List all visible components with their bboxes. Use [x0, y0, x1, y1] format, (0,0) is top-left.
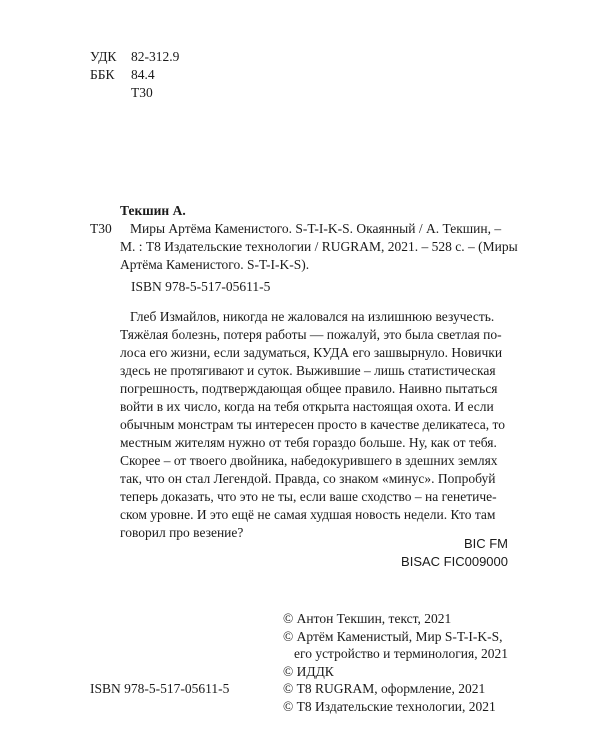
copyright-line: © Т8 Издательские технологии, 2021	[283, 698, 496, 714]
copyright-line: © Антон Текшин, текст, 2021	[283, 611, 452, 626]
annotation-line: Скорее – от твоего двойника, набедокурившего в здешних землях	[120, 453, 498, 468]
annotation-line: лоса его жизни, если задуматься, КУДА его зашвырнуло. Новички	[120, 345, 503, 360]
bisac-code: BISAC FIC009000	[401, 554, 508, 569]
bbk-value: 84.4	[131, 67, 155, 82]
annotation-line: местным жителям нужно от тебя гораздо больше. Ну, как от тебя.	[120, 435, 497, 450]
annotation-line: обычным монстрам ты интересен просто в качестве деликатеса, то	[120, 417, 505, 432]
copyright-block	[283, 610, 508, 715]
udk-value: 82-312.9	[131, 49, 180, 64]
bic-code: BIC FM	[463, 536, 508, 551]
annotation-line: Глеб Измайлов, никогда не жаловался на излишнюю везучесть.	[130, 309, 495, 324]
annotation-line: теперь доказать, что это не ты, если ваше сходство – на генетиче-	[120, 489, 497, 504]
annotation-line: погрешность, подтверждающая общее правило. Наивно пытаться	[120, 381, 498, 396]
bib-line: Миры Артёма Каменистого. S-T-I-K-S. Окаянный / А. Текшин, –	[130, 221, 502, 236]
annotation	[120, 308, 505, 542]
annotation-line: так, что он стал Легендой. Правда, со знаком «минус». Попробуй	[120, 471, 496, 486]
bib-line: Артёма Каменистого. S-T-I-K-S).	[120, 257, 310, 272]
copyright-line: © Артём Каменистый, Мир S-T-I-K-S,	[283, 628, 503, 644]
annotation-line: войти в их число, когда на тебя открыта настоящая охота. И если	[120, 399, 494, 414]
subject-codes	[401, 535, 508, 571]
bbk-label: ББК	[90, 67, 115, 82]
copyright-line: его устройство и терминология, 2021	[294, 646, 508, 661]
author-sign: Т30	[131, 85, 153, 100]
isbn-bottom: ISBN 978-5-517-05611-5	[90, 681, 230, 696]
bib-line: М. : Т8 Издательские технологии / RUGRAM, 2021. – 528 с. – (Миры	[120, 239, 518, 254]
bib-description	[120, 220, 520, 274]
bib-isbn: ISBN 978-5-517-05611-5	[131, 279, 271, 294]
bib-author: Текшин А.	[120, 203, 186, 218]
annotation-line: Тяжёлая болезнь, потеря работы — пожалуй, это была светлая по-	[120, 327, 502, 342]
annotation-line: говорил про везение?	[120, 525, 244, 540]
annotation-line: ском уровне. И это ещё не самая худшая новость недели. Кто там	[120, 507, 496, 522]
copyright-line: © Т8 RUGRAM, оформление, 2021	[283, 681, 486, 696]
annotation-line: здесь не протягивают и суток. Выжившие – лишь статистическая	[120, 363, 496, 378]
bib-sign: Т30	[90, 221, 112, 236]
udk-label: УДК	[90, 49, 117, 64]
copyright-line: © ИДДК	[283, 663, 334, 679]
